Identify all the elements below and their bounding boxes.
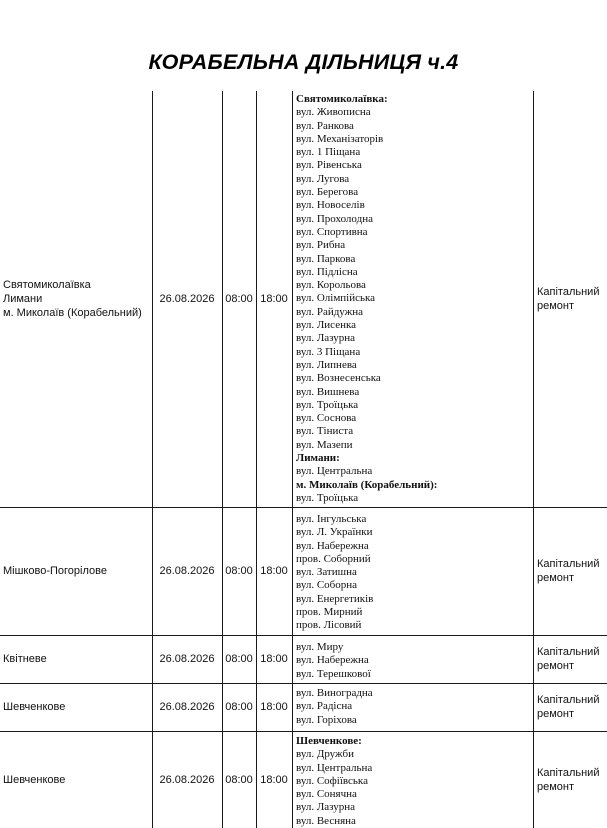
end-time-cell: 18:00 [260, 653, 288, 665]
work-type-cell [537, 91, 605, 507]
settlement-cell [3, 507, 149, 635]
end-time-cell: 18:00 [260, 565, 288, 577]
street-item: вул. Інгульська [296, 513, 367, 525]
work-type-cell [537, 683, 605, 731]
street-item: вул. Лазурна [296, 332, 356, 345]
settlement-name: Квітневе [3, 653, 47, 665]
street-item: вул. Механізаторів [296, 132, 384, 145]
street-item: вул. Живописна [296, 106, 371, 119]
street-item: вул. Сонячна [296, 788, 357, 801]
street-item: вул. Виноградна [296, 687, 373, 699]
street-item: вул. Берегова [296, 186, 359, 199]
work-type-text: Капітальний [537, 646, 600, 658]
street-item: вул. Рибна [296, 239, 346, 252]
street-item: вул. Спортивна [296, 225, 368, 238]
work-type-text: Капітальний [537, 286, 600, 298]
date-cell: 26.08.2026 [159, 293, 215, 305]
street-item: вул. Троїцька [296, 398, 359, 411]
street-list [296, 513, 532, 633]
settlement-name: м. Миколаїв (Корабельний) [3, 307, 142, 319]
street-item: вул. Соснова [296, 412, 357, 425]
street-list [296, 641, 532, 681]
street-item: вул. Набережна [296, 539, 369, 552]
street-item: вул. Лисенка [296, 319, 357, 332]
street-item: вул. Рівенська [296, 159, 362, 172]
date-cell: 26.08.2026 [159, 653, 215, 665]
street-list [296, 735, 532, 828]
page-title: КОРАБЕЛЬНА ДІЛЬНИЦЯ ч.4 [148, 50, 459, 74]
settlement-name: Лимани [3, 293, 43, 305]
street-list [296, 93, 532, 505]
work-type-text: Капітальний [537, 558, 600, 570]
street-item: вул. Паркова [296, 252, 356, 265]
work-type-text: ремонт [537, 780, 575, 793]
work-type-text: Капітальний [537, 694, 600, 706]
street-group-heading: Святомиколаївка: [296, 93, 388, 105]
end-time-cell: 18:00 [260, 293, 288, 305]
settlement-cell [3, 91, 149, 507]
street-item: вул. Соборна [296, 579, 358, 592]
settlement-name: Мішково-Погорілове [3, 565, 107, 577]
street-group-heading: м. Миколаїв (Корабельний): [296, 478, 438, 491]
street-item: вул. Затишна [296, 566, 357, 579]
street-group-heading: Шевченкове: [296, 735, 362, 747]
street-item: вул. Лазурна [296, 801, 356, 814]
street-group-heading: Лимани: [296, 452, 340, 465]
column-divider [292, 91, 293, 828]
street-item: вул. Троїцька [296, 491, 359, 504]
work-type-text: ремонт [537, 300, 575, 312]
street-item: вул. Мазепи [296, 438, 353, 451]
start-time-cell: 08:00 [225, 653, 253, 665]
start-time-cell: 08:00 [225, 701, 253, 713]
street-item: пров. Лісовий [296, 619, 362, 632]
street-item: вул. Новоселів [296, 199, 365, 212]
street-item: вул. Липнева [296, 358, 357, 371]
street-item: вул. Райдужна [296, 305, 364, 318]
work-type-cell [537, 507, 605, 635]
start-time-cell: 08:00 [225, 565, 253, 577]
street-item: вул. Миру [296, 641, 344, 653]
street-item: вул. Центральна [296, 465, 373, 478]
date-cell: 26.08.2026 [159, 565, 215, 577]
street-item: вул. Софіївська [296, 774, 368, 787]
work-type-text: Капітальний [537, 766, 600, 779]
start-time-cell: 08:00 [225, 293, 253, 305]
work-type-text: ремонт [537, 572, 575, 584]
street-item: вул. Дружби [296, 748, 354, 761]
work-type-text: ремонт [537, 660, 575, 672]
street-item: вул. Олімпійська [296, 292, 376, 305]
street-list [296, 687, 532, 727]
work-type-cell [537, 635, 605, 683]
settlement-name: Шевченкове [3, 701, 66, 713]
street-item: вул. Горіхова [296, 713, 357, 726]
street-item: вул. 1 Піщана [296, 146, 361, 159]
column-divider [533, 91, 534, 828]
street-item: вул. Радісна [296, 700, 353, 713]
street-item: вул. Вишнева [296, 385, 360, 398]
street-item: вул. Вознесенська [296, 372, 381, 385]
start-time-cell: 08:00 [225, 773, 253, 786]
settlement-cell [3, 683, 149, 731]
settlement-cell [3, 731, 149, 828]
street-item: вул. Центральна [296, 761, 373, 774]
street-item: вул. Лугова [296, 172, 350, 185]
settlement-name: Святомиколаївка [3, 279, 91, 291]
end-time-cell: 18:00 [260, 773, 288, 786]
settlement-name: Шевченкове [3, 773, 66, 786]
date-cell: 26.08.2026 [159, 701, 215, 713]
street-item: вул. Підлісна [296, 265, 358, 278]
street-item: вул. Ранкова [296, 119, 354, 132]
street-item: вул. Весняна [296, 814, 356, 827]
street-item: вул. Набережна [296, 654, 369, 667]
street-item: вул. Прохолодна [296, 212, 373, 225]
date-cell: 26.08.2026 [159, 773, 215, 786]
street-item: вул. Терешкової [296, 667, 371, 680]
settlement-cell [3, 635, 149, 683]
street-item: пров. Соборний [296, 552, 371, 565]
street-item: вул. Енергетиків [296, 592, 374, 605]
street-item: вул. 3 Піщана [296, 345, 361, 358]
street-item: пров. Мирний [296, 606, 363, 619]
end-time-cell: 18:00 [260, 701, 288, 713]
street-item: вул. Л. Українки [296, 526, 373, 539]
work-type-text: ремонт [537, 708, 575, 720]
street-item: вул. Тіниста [296, 425, 354, 438]
street-item: вул. Корольова [296, 279, 366, 292]
work-type-cell [537, 731, 605, 828]
